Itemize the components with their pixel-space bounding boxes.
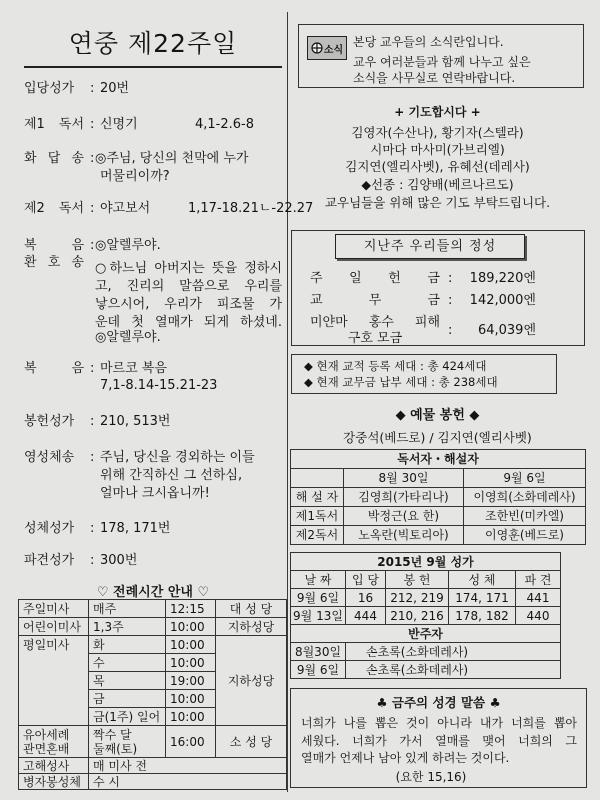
table-row <box>291 553 561 571</box>
table-row <box>291 661 561 679</box>
offering-label: 주 일 헌 금 <box>310 271 440 286</box>
mass-schedule-table <box>18 599 287 790</box>
communion-hymn-value: 178, 171번 <box>100 521 171 536</box>
acclamation-verse-line: 고, 진리의 말씀으로 우리를 <box>95 279 282 294</box>
scripture-reference: (요한 15,16) <box>395 770 467 784</box>
table-row <box>291 571 561 589</box>
hymns-column-header: 봉 헌 <box>386 571 449 589</box>
hymn-cell: 9월 13일 <box>291 607 346 625</box>
separator: : <box>90 414 95 429</box>
offering-label: 교 무 금 <box>310 293 440 308</box>
hymns-column-header: 성 체 <box>449 571 516 589</box>
table-row <box>19 636 287 654</box>
communion-antiphon-line: 위해 간직하신 그 선하심, <box>100 468 243 483</box>
mass-name: 고해성사 <box>19 758 89 774</box>
first-reading-book: 신명기 <box>100 117 138 132</box>
separator: : <box>448 293 453 308</box>
entrance-hymn-label: 입당성가 <box>24 81 75 96</box>
mass-time: 16:00 <box>166 726 216 758</box>
prayer-name-line: ◆선종 : 김양배(베르나르도) <box>361 177 514 192</box>
mass-name: 병자봉성체 <box>19 774 89 790</box>
offering-label: 미얀마 홍수 피해 <box>310 315 440 330</box>
reader-name: 이영희(소화데레사) <box>464 488 586 507</box>
mass-when: 매 미사 전 <box>89 758 287 774</box>
separator: : <box>90 361 95 376</box>
mass-time: 10:00 <box>166 708 216 726</box>
column-divider <box>287 12 288 792</box>
circle-cross-icon <box>311 42 323 54</box>
offering-amount: 142,000엔 <box>469 293 536 308</box>
mass-time: 10:00 <box>166 618 216 636</box>
scripture-line: 열매가 언제나 남아 있게 하려는 것이다. <box>301 751 510 765</box>
offering-amount: 64,039엔 <box>477 323 536 338</box>
acclamation-verse-line: ○하느님 아버지는 뜻을 정하시 <box>95 261 282 276</box>
hymn-cell: 174, 171 <box>449 589 516 607</box>
hymn-cell: 16 <box>346 589 386 607</box>
scripture-line: 세웠다. 너희가 가서 열매를 맺어 너희의 그 <box>301 734 577 748</box>
reader-date: 9월 6일 <box>464 469 586 488</box>
reader-role: 제2독서 <box>291 526 344 545</box>
hymns-column-header: 날 짜 <box>291 571 346 589</box>
first-reading-ref: 4,1-2.6-8 <box>195 117 255 132</box>
separator: : <box>448 271 453 286</box>
mass-place: 지하성당 <box>216 618 287 636</box>
separator: : <box>90 81 95 96</box>
offering-amount: 189,220엔 <box>469 271 536 286</box>
acclamation-verse-line: 운데 첫 열매가 되게 하셨네. <box>95 315 282 330</box>
mass-when: 화 <box>89 636 166 654</box>
reader-date: 8월 30일 <box>344 469 464 488</box>
recessional-hymn-value: 300번 <box>100 553 138 568</box>
communion-antiphon-line: 주님, 당신을 경외하는 이들 <box>100 450 255 465</box>
news-line: 교우 여러분들과 함께 나누고 싶은 <box>353 55 531 69</box>
news-line: 소식을 사무실로 연락바랍니다. <box>353 71 516 85</box>
hymn-cell: 441 <box>516 589 561 607</box>
gospel-book: 마르코 복음 <box>100 361 167 376</box>
mass-when: 수 시 <box>89 774 287 790</box>
prayer-name-line: 김영자(수산나), 황기자(스텔라) <box>351 125 524 140</box>
entrance-hymn-value: 20번 <box>100 81 130 96</box>
scripture-line: 너희가 나를 뽑은 것이 아니라 내가 너희를 뽑아 <box>301 716 577 730</box>
empty-cell <box>291 469 344 488</box>
hymn-cell: 444 <box>346 607 386 625</box>
mass-when: 수 <box>89 654 166 672</box>
hymns-column-header: 파 견 <box>516 571 561 589</box>
household-line: ◆ 현재 교무금 납부 세대 : 총 238세대 <box>304 375 498 389</box>
mass-when-line: 둘째(토) <box>93 741 138 756</box>
table-row <box>291 469 586 488</box>
mass-name: 평일미사 <box>19 636 89 726</box>
psalm-label: 화 답 송 <box>24 151 84 166</box>
separator: : <box>90 117 95 132</box>
recessional-hymn-label: 파견성가 <box>24 553 75 568</box>
mass-time: 10:00 <box>166 690 216 708</box>
hymns-heading: 2015년 9월 성가 <box>291 553 561 571</box>
mass-place: 소 성 당 <box>216 726 287 758</box>
mass-place: 대 성 당 <box>216 600 287 618</box>
communion-antiphon-label: 영성체송 <box>24 450 75 465</box>
acclamation-label-2: 환 호 송 <box>24 255 84 270</box>
prayer-name-line: 김지연(엘리사벳), 유혜선(데레사) <box>345 159 530 174</box>
offertory-hymn-label: 봉헌성가 <box>24 414 75 429</box>
households-box <box>291 354 557 394</box>
news-line: 본당 교우들의 소식란입니다. <box>353 35 504 49</box>
reader-role: 해 설 자 <box>291 488 344 507</box>
communion-hymn-label: 성체성가 <box>24 521 75 536</box>
hymns-column-header: 입 당 <box>346 571 386 589</box>
acclamation-label: 복 음 <box>24 238 84 253</box>
second-reading-book: 야고보서 <box>100 201 151 216</box>
psalm-line: ◎주님, 당신의 천막에 누가 <box>95 151 249 166</box>
page-title: 연중 제22주일 <box>24 24 282 68</box>
psalm-line: 머물리이까? <box>100 169 170 184</box>
table-row <box>291 488 586 507</box>
separator: : <box>90 151 95 166</box>
mass-when: 금(1주) 일어 <box>89 708 166 726</box>
news-icon <box>307 36 347 60</box>
mass-when-line: 짝수 달 <box>93 727 132 742</box>
accompanist-name: 손초록(소화데레사) <box>346 643 561 661</box>
reader-role: 제1독서 <box>291 507 344 526</box>
hymn-cell: 9월 6일 <box>291 589 346 607</box>
table-row <box>291 589 561 607</box>
communion-antiphon-line: 얼마나 크시옵니까! <box>100 486 210 501</box>
accompanist-date: 8월30일 <box>291 643 346 661</box>
separator: : <box>448 323 453 338</box>
reader-name: 조한빈(미카엘) <box>464 507 586 526</box>
second-reading-ref: 1,17-18.21ㄴ-22.27 <box>188 201 314 216</box>
offering-label: 구호 모금 <box>347 331 403 346</box>
reader-name: 이영훈(베드로) <box>464 526 586 545</box>
table-row <box>19 758 287 774</box>
separator: : <box>90 521 95 536</box>
household-line: ◆ 현재 교적 등록 세대 : 총 424세대 <box>304 359 487 373</box>
hymn-cell: 440 <box>516 607 561 625</box>
table-row <box>19 618 287 636</box>
mass-when: 금 <box>89 690 166 708</box>
table-row <box>291 625 561 643</box>
mass-place: 지하성당 <box>216 636 287 726</box>
reader-name: 노옥란(빅토리아) <box>344 526 464 545</box>
table-row <box>291 507 586 526</box>
first-reading-label: 제1 독서 <box>24 117 84 132</box>
readers-heading: 독서자・해설자 <box>291 450 586 469</box>
mass-name-line: 유아세례 <box>23 727 70 742</box>
readers-table <box>290 449 586 545</box>
mass-time: 10:00 <box>166 654 216 672</box>
separator: : <box>90 201 95 216</box>
mass-when: 1,3주 <box>89 618 166 636</box>
separator: : <box>90 553 95 568</box>
reader-name: 김영희(가타리나) <box>344 488 464 507</box>
table-row <box>291 526 586 545</box>
table-row <box>291 450 586 469</box>
mass-time: 19:00 <box>166 672 216 690</box>
prayer-name-line: 시마다 마사미(가브리엘) <box>370 142 505 157</box>
separator: : <box>90 238 95 253</box>
table-row <box>19 726 287 758</box>
gospel-ref: 7,1-8.14-15.21-23 <box>100 378 218 393</box>
gifts-heading: ◆ 예물 봉헌 ◆ <box>395 408 480 423</box>
news-box <box>298 24 584 88</box>
offertory-hymn-value: 210, 513번 <box>100 414 171 429</box>
table-row <box>291 607 561 625</box>
news-icon-label: 소식 <box>323 44 344 56</box>
gospel-label: 복 음 <box>24 361 84 376</box>
mass-time: 12:15 <box>166 600 216 618</box>
acclamation-response: ◎알렐루야. <box>95 238 161 253</box>
scripture-heading: ♣ 금주의 성경 말씀 ♣ <box>376 695 501 710</box>
mass-when: 목 <box>89 672 166 690</box>
reader-name: 박정근(요 한) <box>344 507 464 526</box>
hymn-cell: 210, 216 <box>386 607 449 625</box>
hymns-table <box>290 552 561 679</box>
schedule-heading: ♡ 전례시간 안내 ♡ <box>96 585 210 600</box>
scripture-box <box>290 688 587 788</box>
mass-name <box>19 726 89 758</box>
separator: : <box>90 450 95 465</box>
prayer-heading: + 기도합시다 + <box>394 105 481 119</box>
mass-name: 주일미사 <box>19 600 89 618</box>
accompanist-heading: 반주자 <box>291 625 561 643</box>
acclamation-verse-line: 낳으시어, 우리가 피조물 가 <box>95 297 282 312</box>
mass-name: 어린이미사 <box>19 618 89 636</box>
accompanist-name: 손초록(소화데레사) <box>346 661 561 679</box>
prayer-request: 교우님들을 위해 많은 기도 부탁드립니다. <box>324 195 551 210</box>
table-row <box>19 600 287 618</box>
table-row <box>19 774 287 790</box>
gifts-names: 강중석(베드로) / 김지연(엘리사벳) <box>343 430 532 445</box>
mass-name-line: 관면혼배 <box>23 741 70 756</box>
mass-when <box>89 726 166 758</box>
mass-when: 매주 <box>89 600 166 618</box>
accompanist-date: 9월 6일 <box>291 661 346 679</box>
second-reading-label: 제2 독서 <box>24 201 84 216</box>
hymn-cell: 178, 182 <box>449 607 516 625</box>
mass-time: 10:00 <box>166 636 216 654</box>
table-row <box>291 643 561 661</box>
hymn-cell: 212, 219 <box>386 589 449 607</box>
offerings-heading: 지난주 우리들의 정성 <box>335 234 525 259</box>
acclamation-response-end: ◎알렐루야. <box>95 330 161 345</box>
offerings-box <box>291 230 585 346</box>
